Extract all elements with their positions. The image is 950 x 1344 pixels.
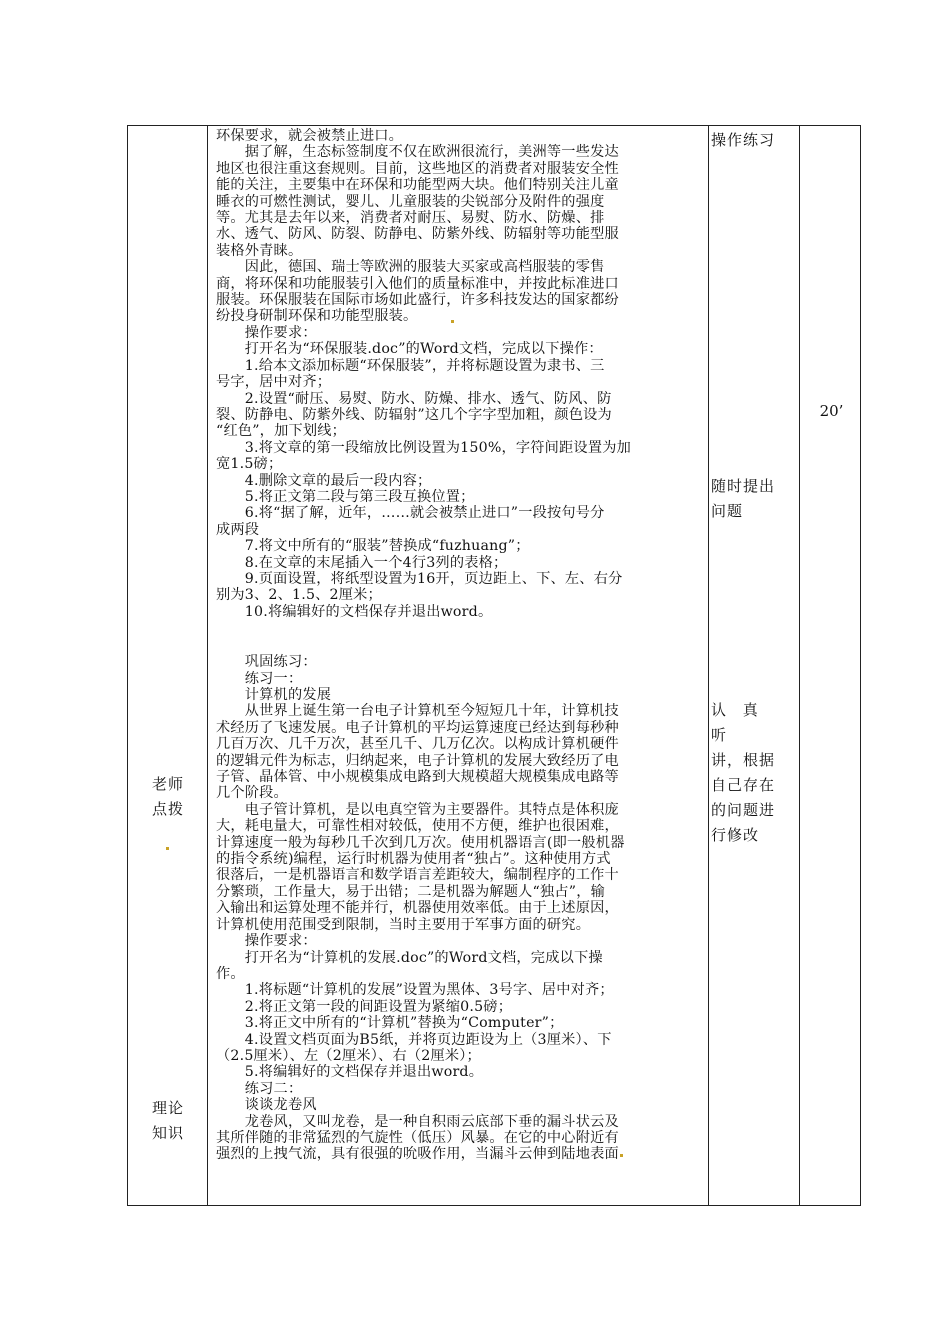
content-line: 别为3、2、1.5、2厘米； xyxy=(216,587,382,604)
content-line: 计算机的发展 xyxy=(216,687,332,703)
activity-text: 问题 xyxy=(711,502,744,520)
label-line: 知识 xyxy=(151,1124,184,1142)
content-line: 大，耗电量大，可靠性相对较低，使用不方便，维护也很困难， xyxy=(216,818,619,835)
content-line: 水、透气、防风、防裂、防静电、防紫外线、防辐射等功能型服 xyxy=(216,226,619,243)
content-line: 睡衣的可燃性测试，婴儿、儿童服装的尖锐部分及附件的强度 xyxy=(216,193,605,210)
content-line: 号字，居中对齐； xyxy=(216,374,332,391)
mark-dot xyxy=(451,320,454,323)
content-line: 服装。环保服装在国际市场如此盛行，许多科技发达的国家都纷 xyxy=(216,292,619,309)
spacer xyxy=(216,620,700,654)
content-line: 术经历了飞速发展。电子计算机的平均运算速度已经达到每秒种 xyxy=(216,719,619,736)
content-line: 纷投身研制环保和功能型服装。 xyxy=(216,308,418,325)
content-line: 强烈的上拽气流，具有很强的吮吸作用，当漏斗云伸到陆地表面 xyxy=(216,1146,619,1163)
content-line: 分繁琐，工作量大，易于出错；二是机器为解题人“独占”，输 xyxy=(216,883,605,900)
activity-text: 的问题进 xyxy=(711,801,776,819)
activity-text: 认 真 听 xyxy=(711,701,764,744)
content-line: 5.将编辑好的文档保存并退出word。 xyxy=(216,1064,484,1081)
content-line: 作。 xyxy=(216,965,245,982)
content-line: 能的关注，主要集中在环保和功能型两大块。他们特别关注儿童 xyxy=(216,177,619,194)
content-line: 2.设置“耐压、易熨、防水、防燥、排水、透气、防风、防 xyxy=(216,390,612,407)
content-line: 几百万次、几千万次，甚至几千、几万亿次。以构成计算机硬件 xyxy=(216,736,619,753)
content-line: 练习一： xyxy=(216,670,303,687)
content-line: 巩固练习： xyxy=(216,654,317,671)
content-line: 裂、防静电、防紫外线、防辐射”这几个字字型加粗，颜色设为 xyxy=(216,406,612,423)
content-line: 10.将编辑好的文档保存并退出word。 xyxy=(216,603,493,620)
content-line: 据了解，生态标签制度不仅在欧洲很流行，美洲等一些发达 xyxy=(216,144,619,161)
content-line: 子管、晶体管、中小规模集成电路到大规模超大规模集成电路等 xyxy=(216,769,619,786)
content-line: 等。尤其是去年以来，消费者对耐压、易熨、防水、防燥、排 xyxy=(216,210,605,227)
content-line: 商，将环保和功能服装引入他们的质量标准中，并按此标准进口 xyxy=(216,275,619,292)
content-line: 3.将正文中所有的“计算机”替换为“Computer”； xyxy=(216,1015,564,1032)
content-line: 计算机使用范围受到限制，当时主要用于军事方面的研究。 xyxy=(216,916,591,933)
time-allocation: 20’ xyxy=(819,402,844,420)
content-line: “红色”，加下划线； xyxy=(216,423,347,440)
activity-listen xyxy=(711,698,791,848)
activity-text: 讲，根据 xyxy=(711,751,776,769)
content-line: 从世界上诞生第一台电子计算机至今短短几十年，计算机技 xyxy=(216,703,619,720)
content-line: 计算速度一般为每秒几千次到几万次。使用机器语言(即一般机器 xyxy=(216,834,625,851)
content-line: 宽1.5磅； xyxy=(216,456,283,473)
label-line: 理论 xyxy=(151,1099,184,1117)
label-line: 点拨 xyxy=(151,800,184,818)
content-line: 4.设置文档页面为B5纸，并将页边距设为上（3厘米）、下 xyxy=(216,1031,612,1048)
column-divider xyxy=(799,126,800,1205)
lesson-content xyxy=(216,128,700,1163)
content-line: 环保要求，就会被禁止进口。 xyxy=(216,128,404,144)
content-line: 9.页面设置，将纸型设置为16开，页边距上、下、左、右分 xyxy=(216,570,623,587)
content-line: 7.将文中所有的“服装”替换成“fuzhuang”； xyxy=(216,538,530,555)
content-line: 2.将正文第一段的间距设置为紧缩0.5磅； xyxy=(216,998,513,1015)
content-line: 地区也很注重这套规则。目前，这些地区的消费者对服装安全性 xyxy=(216,160,619,177)
activity-text: 行修改 xyxy=(711,826,760,844)
content-line: 成两段 xyxy=(216,521,260,538)
content-line: 龙卷风，又叫龙卷，是一种自积雨云底部下垂的漏斗状云及 xyxy=(216,1113,619,1130)
content-line: 电子管计算机，是以电真空管为主要器件。其特点是体积庞 xyxy=(216,801,619,818)
column-divider xyxy=(708,126,709,1205)
mark-dot xyxy=(166,847,169,850)
content-line: 操作要求： xyxy=(216,933,317,950)
activity-text: 自己存在 xyxy=(711,776,776,794)
label-theory-knowledge xyxy=(128,1096,208,1146)
content-line: 装格外青睐。 xyxy=(216,242,303,259)
content-line: 的指令系统)编程，运行时机器为使用者“独占”。这种使用方式 xyxy=(216,851,611,868)
label-teacher-guidance xyxy=(128,772,208,822)
content-line: 1.将标题“计算机的发展”设置为黑体、3号字、居中对齐； xyxy=(216,982,614,999)
content-line: 4.删除文章的最后一段内容； xyxy=(216,472,432,489)
lesson-table xyxy=(127,125,861,1206)
content-line: 的逻辑元件为标志，归纳起来，电子计算机的发展大致经历了电 xyxy=(216,752,619,769)
content-line: 5.将正文第二段与第三段互换位置； xyxy=(216,488,475,505)
content-line: 打开名为“环保服装.doc”的Word文档，完成以下操作： xyxy=(216,341,603,358)
content-line: 因此，德国、瑞士等欧洲的服装大买家或高档服装的零售 xyxy=(216,259,605,276)
activity-text: 随时提出 xyxy=(711,477,776,495)
content-line: 练习二： xyxy=(216,1080,303,1097)
activity-practice xyxy=(711,128,791,153)
label-line: 老师 xyxy=(151,775,184,793)
content-line: 3.将文章的第一段缩放比例设置为150%，字符间距设置为加 xyxy=(216,439,631,456)
content-line: （2.5厘米）、左（2厘米）、右（2厘米）； xyxy=(216,1047,481,1064)
content-line: 几个阶段。 xyxy=(216,785,288,802)
content-line: 谈谈龙卷风 xyxy=(216,1097,317,1114)
content-line: 8.在文章的末尾插入一个4行3列的表格； xyxy=(216,554,508,571)
content-line: 操作要求： xyxy=(216,324,317,341)
content-line: 很落后，一是机器语言和数学语言差距较大，编制程序的工作十 xyxy=(216,867,619,884)
content-line: 其所伴随的非常猛烈的气旋性（低压）风暴。在它的中心附近有 xyxy=(216,1129,619,1146)
mark-dot xyxy=(620,1154,623,1157)
content-line: 1.给本文添加标题“环保服装”，并将标题设置为隶书、三 xyxy=(216,357,605,374)
activity-questions xyxy=(711,474,791,524)
column-divider xyxy=(207,126,208,1205)
content-line: 6.将“据了解，近年，……就会被禁止进口”一段按句号分 xyxy=(216,505,605,522)
content-line: 入输出和运算处理不能并行，机器使用效率低。由于上述原因， xyxy=(216,900,619,917)
content-line: 打开名为“计算机的发展.doc”的Word文档，完成以下操 xyxy=(216,949,603,966)
activity-text: 操作练习 xyxy=(711,131,776,149)
